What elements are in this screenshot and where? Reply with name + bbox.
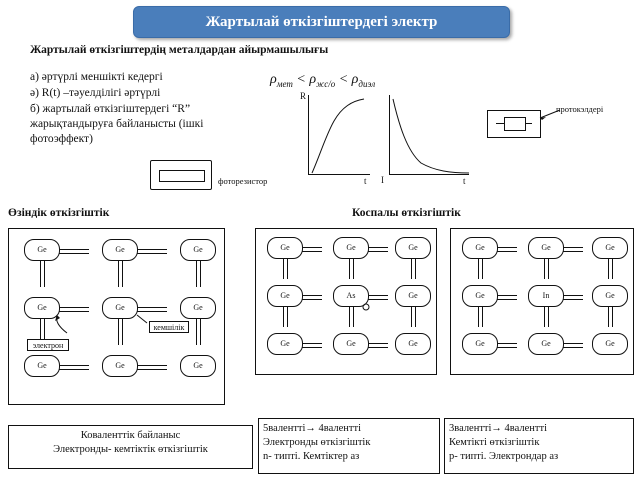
atom-node: Ge (333, 333, 369, 355)
atom-node: Ge (24, 297, 60, 319)
legend-left-line2: Электронды- кемтіктік өткізгіштік (53, 444, 208, 455)
bond-v-2 (544, 259, 549, 279)
atom-node: Ge (462, 285, 498, 307)
atom-node: Ge (24, 355, 60, 377)
rho-metal: ρ (270, 72, 277, 87)
photoresistor-label: фоторезистор (218, 176, 268, 186)
lattice-left-arrows (9, 229, 224, 404)
atom-node: Ge (592, 237, 628, 259)
atom-node: Ge (395, 333, 431, 355)
atom-node: Ge (102, 297, 138, 319)
hole-arrow (137, 315, 147, 323)
resistivity-formula (270, 72, 375, 89)
bullet-item-b: ә) R(t) –тәуелділігі әртүрлі (30, 87, 161, 99)
graph1-curve-svg (300, 95, 372, 183)
legend-n-type (258, 418, 440, 474)
electron-arrow-head (55, 315, 60, 321)
atom-node: Ge (395, 285, 431, 307)
lattice-intrinsic (8, 228, 225, 405)
graph2-x-label: t (463, 176, 466, 186)
atom-node: Ge (180, 297, 216, 319)
bullet-item-a: а) әртүрлі меншікті кедергі (30, 71, 163, 83)
section-heading: Жартылай өткізгіштердің металдардан айырмашылығы (30, 44, 329, 56)
graph2-y-label: I (381, 175, 384, 185)
bond-v-6 (608, 307, 613, 327)
lattice-mid-extra (256, 229, 436, 374)
caption-intrinsic-conduction: Өзіндік өткізгіштік (8, 207, 110, 219)
bond-v-3 (608, 259, 613, 279)
bond-h-6 (561, 343, 583, 348)
atom-node: Ge (462, 333, 498, 355)
bond-h-5 (495, 343, 517, 348)
less-than-1: < (296, 72, 306, 87)
legend-covalent (8, 425, 253, 469)
legend-left-line1: Коваленттік байланыс (80, 430, 181, 441)
legend-p-type (444, 418, 634, 474)
bond-v-4 (478, 307, 483, 327)
bullet-list (30, 70, 255, 148)
legend-mid-line3: n- типті. Кемтіктер аз (263, 451, 360, 462)
atom-node-dopant: In (528, 285, 564, 307)
atom-node: Ge (267, 285, 303, 307)
photoresistor-device-element (159, 170, 205, 182)
lattice-p-type (450, 228, 634, 375)
free-electron-marker (363, 304, 369, 310)
photoresistor-device-box (150, 160, 212, 190)
legend-right-line2: Кемтікті өткізгіштік (449, 437, 540, 448)
atom-node: Ge (24, 239, 60, 261)
bond-v-5 (544, 307, 549, 327)
bond-h-2 (561, 247, 583, 252)
atom-node: Ge (528, 237, 564, 259)
hole-callout: кемшілік (149, 321, 189, 333)
graph1-y-label: R (300, 91, 307, 101)
graph-current-time (381, 95, 475, 186)
atom-node: Ge (528, 333, 564, 355)
graph-resistance-temperature (300, 91, 370, 186)
rho-dielectric-sub: диэл (358, 78, 376, 89)
atom-node: Ge (462, 237, 498, 259)
legend-right-line3: р- типті. Электрондар аз (449, 451, 559, 462)
graph1-x-label: t (364, 176, 367, 186)
legend-right-line1: 3валентті→ 4валентті (449, 423, 547, 434)
less-than-2: < (338, 72, 349, 87)
atom-node: Ge (333, 237, 369, 259)
page-title: Жартылай өткізгіштердегі электр (205, 14, 438, 30)
atom-node: Ge (102, 239, 138, 261)
atom-node: Ge (592, 333, 628, 355)
legend-mid-line1: 5валентті→ 4валентті (263, 423, 361, 434)
atom-node: Ge (395, 237, 431, 259)
atom-node-dopant: As (333, 285, 369, 307)
atom-node: Ge (180, 355, 216, 377)
bond-h-3 (495, 295, 517, 300)
bond-h-1 (495, 247, 517, 252)
lattice-n-type (255, 228, 437, 375)
graph2-curve (393, 99, 469, 173)
atom-node: Ge (180, 239, 216, 261)
atom-node: Ge (267, 237, 303, 259)
bond-v-1 (478, 259, 483, 279)
atom-node: Ge (592, 285, 628, 307)
photoresistor-symbol-box (487, 110, 541, 138)
photoresistor-symbol-label: протокэлдері (556, 104, 604, 114)
bullet-item-c: б) жартылай өткізгіштердегі “R” жарықтандыруға байланысты (ішкі фотоэффект) (30, 103, 204, 145)
caption-impurity-conduction: Коспалы өткізгіштік (352, 207, 461, 219)
rho-semiconductor-sub: жс/о (316, 78, 336, 89)
graph1-curve (312, 99, 364, 173)
rho-semiconductor: ρ (309, 72, 317, 87)
atom-node: Ge (267, 333, 303, 355)
bond-h-4 (561, 295, 583, 300)
graph2-curve-svg (385, 95, 477, 183)
slide-title-banner (133, 6, 510, 38)
electron-callout: электрон (27, 339, 69, 351)
atom-node: Ge (102, 355, 138, 377)
rho-metal-sub: мет (276, 78, 293, 89)
legend-mid-line2: Электронды өткізгіштік (263, 437, 371, 448)
rho-dielectric: ρ (351, 72, 359, 87)
photoresistor-symbol-element (504, 117, 526, 131)
